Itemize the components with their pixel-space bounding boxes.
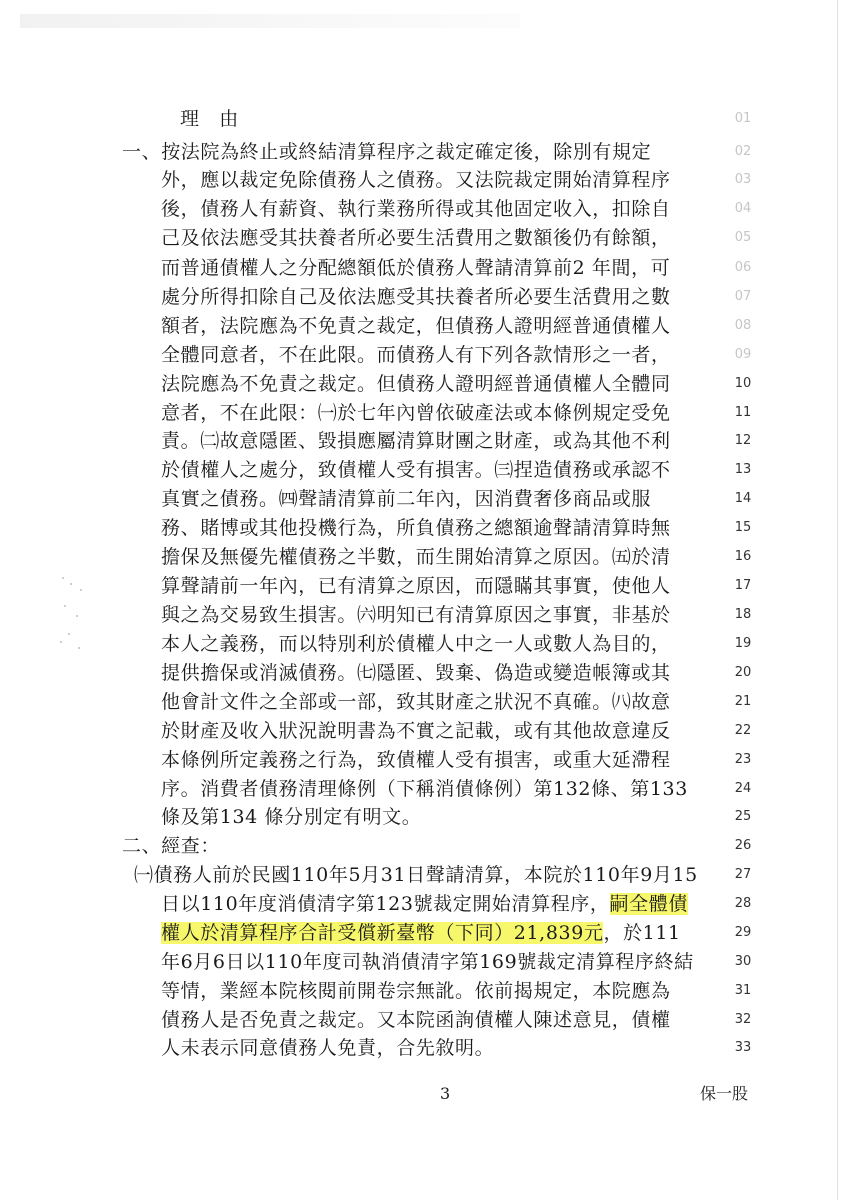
text-line [0,105,848,133]
line-text [161,514,671,542]
text-line [0,195,848,223]
line-text-segment: 理 由 [180,108,239,130]
line-text [161,224,671,252]
line-text-segment: 於債權人之處分，致債權人受有損害。㈢捏造債務或承認不 [161,459,671,481]
line-number: 16 [734,549,752,564]
line-text-segment: 後，債務人有薪資、執行業務所得或其他固定收入，扣除自 [161,198,671,220]
text-line [0,254,848,282]
line-number: 33 [734,1040,752,1055]
line-text-segment: 本人之義務，而以特別利於債權人中之一人或數人為目的， [161,633,671,655]
line-number: 02 [734,144,752,159]
highlighted-text: 嗣全體債 [609,893,688,915]
text-line [0,370,848,398]
highlighted-text: 權人於清算程序合計受償新臺幣（下同）21,839元 [161,922,604,944]
line-text [161,543,671,571]
line-number: 04 [734,201,752,216]
line-number: 30 [734,954,752,969]
line-text [122,138,651,166]
line-text [122,832,220,860]
line-number: 20 [734,665,752,680]
text-line [0,485,848,513]
line-number: 03 [734,172,752,187]
line-text-segment: 全體同意者，不在此限。而債務人有下列各款情形之一者， [161,344,671,366]
line-number: 15 [734,520,752,535]
line-number: 28 [734,896,752,911]
text-line [0,427,848,455]
line-text [161,1006,671,1034]
text-line [0,514,848,542]
line-text-segment: 等情，業經本院核閱前開卷宗無訛。依前揭規定，本院應為 [161,980,671,1002]
text-line [0,832,848,860]
line-text [161,601,671,629]
line-text-segment: 額者，法院應為不免責之裁定，但債務人證明經普通債權人 [161,315,671,337]
line-text-segment: 擔保及無優先權債務之半數，而生開始清算之原因。㈤於清 [161,546,671,568]
line-text-segment: 意者，不在此限：㈠於七年內曾依破產法或本條例規定受免 [161,402,671,424]
text-line [0,283,848,311]
line-text-segment: 己及依法應受其扶養者所必要生活費用之數額後仍有餘額， [161,227,671,249]
line-text-segment: 本條例所定義務之行為，致債權人受有損害，或重大延滯程 [161,749,671,771]
line-number: 27 [734,867,752,882]
line-text-segment: 處分所得扣除自己及依法應受其扶養者所必要生活費用之數 [161,286,671,308]
line-text [161,195,671,223]
line-text-segment: 算聲請前一年內，已有清算之原因，而隱瞞其事實，使他人 [161,575,671,597]
text-line [0,572,848,600]
line-number: 19 [734,636,752,651]
page-number: 3 [440,1084,451,1103]
text-line [0,166,848,194]
line-number: 12 [734,433,752,448]
line-number: 31 [734,983,752,998]
line-number: 21 [734,694,752,709]
line-number: 23 [734,752,752,767]
text-line [0,861,848,889]
line-text [161,1034,494,1062]
text-line [0,775,848,803]
line-text-segment: 外，應以裁定免除債務人之債務。又法院裁定開始清算程序 [161,169,671,191]
text-line [0,948,848,976]
line-number: 26 [734,838,752,853]
line-number: 09 [734,347,752,362]
line-text-segment: 真實之債務。㈣聲請清算前二年內，因消費奢侈商品或服 [161,488,652,510]
line-number: 11 [734,405,752,420]
text-line [0,977,848,1005]
line-text [161,659,671,687]
line-number: 06 [734,260,752,275]
line-number: 24 [734,781,752,796]
line-text [161,254,670,282]
line-text-segment: 債務人是否免責之裁定。又本院函詢債權人陳述意見，債權 [161,1009,671,1031]
line-text [161,283,671,311]
line-text-segment: ，於111 [603,922,681,944]
line-text [161,977,671,1005]
line-text-segment: 人未表示同意債務人免責，合先敘明。 [161,1037,495,1059]
line-number: 10 [734,376,752,391]
line-number: 32 [734,1012,752,1027]
line-text-segment: 序。消費者債務清理條例（下稱消債條例）第132條、第133 [161,778,688,800]
line-text-segment: 一、按法院為終止或終結清算程序之裁定確定後，除別有規定 [122,141,652,163]
line-number: 05 [734,230,752,245]
line-number: 14 [734,491,752,506]
line-text [161,427,671,455]
line-text-segment: 二、經查： [122,835,221,857]
text-line [0,688,848,716]
line-text-segment: 他會計文件之全部或一部，致其財產之狀況不真確。㈧故意 [161,691,671,713]
line-text [161,948,694,976]
text-line [0,312,848,340]
line-number: 29 [734,925,752,940]
line-text-segment: 條及第134 條分別定有明文。 [161,806,422,828]
line-text [161,630,671,658]
line-text [161,572,671,600]
text-line [0,659,848,687]
line-number: 13 [734,462,752,477]
line-text [161,166,671,194]
line-text [161,370,671,398]
line-text-segment: 法院應為不免責之裁定。但債務人證明經普通債權人全體同 [161,373,671,395]
text-line [0,1006,848,1034]
line-text-segment: 年6月6日以110年度司執消債清字第169號裁定清算程序終結 [161,951,694,973]
line-number: 25 [734,809,752,824]
line-text [161,399,671,427]
line-text [161,341,671,369]
line-number: 08 [734,318,752,333]
text-line [0,890,848,918]
line-text [180,105,239,133]
line-text [161,919,681,947]
line-number: 17 [734,578,752,593]
line-text-segment: 日以110年度消債清字第123號裁定開始清算程序， [161,893,610,915]
line-text [161,717,671,745]
line-text [161,312,671,340]
text-line [0,399,848,427]
text-line [0,1034,848,1062]
line-text [161,746,671,774]
court-unit-label: 保一股 [700,1084,749,1103]
line-number: 22 [734,723,752,738]
line-text [161,485,651,513]
line-text-segment: 提供擔保或消滅債務。㈦隱匿、毀棄、偽造或變造帳簿或其 [161,662,671,684]
line-number: 01 [734,111,752,126]
line-text [161,890,688,918]
text-line [0,630,848,658]
line-number: 18 [734,607,752,622]
line-text-segment: 而普通債權人之分配總額低於債務人聲請清算前2 年間，可 [161,257,671,279]
text-line [0,138,848,166]
line-text [161,688,671,716]
text-line [0,746,848,774]
line-text [161,775,688,803]
text-line [0,919,848,947]
line-text [161,456,671,484]
line-text-segment: 與之為交易致生損害。㈥明知已有清算原因之事實，非基於 [161,604,671,626]
line-text-segment: 於財產及收入狀況說明書為不實之記載，或有其他故意違反 [161,720,671,742]
text-line [0,456,848,484]
text-line [0,341,848,369]
line-text [161,803,421,831]
line-text-segment: ㈠債務人前於民國110年5月31日聲請清算，本院於110年9月15 [134,864,698,886]
text-line [0,224,848,252]
line-text [134,861,698,889]
line-text-segment: 責。㈡故意隱匿、毀損應屬清算財團之財產，或為其他不利 [161,430,671,452]
text-line [0,803,848,831]
text-line [0,717,848,745]
line-text-segment: 務、賭博或其他投機行為，所負債務之總額逾聲請清算時無 [161,517,671,539]
text-line [0,601,848,629]
line-number: 07 [734,289,752,304]
text-line [0,543,848,571]
scan-header-smudge [20,14,520,28]
